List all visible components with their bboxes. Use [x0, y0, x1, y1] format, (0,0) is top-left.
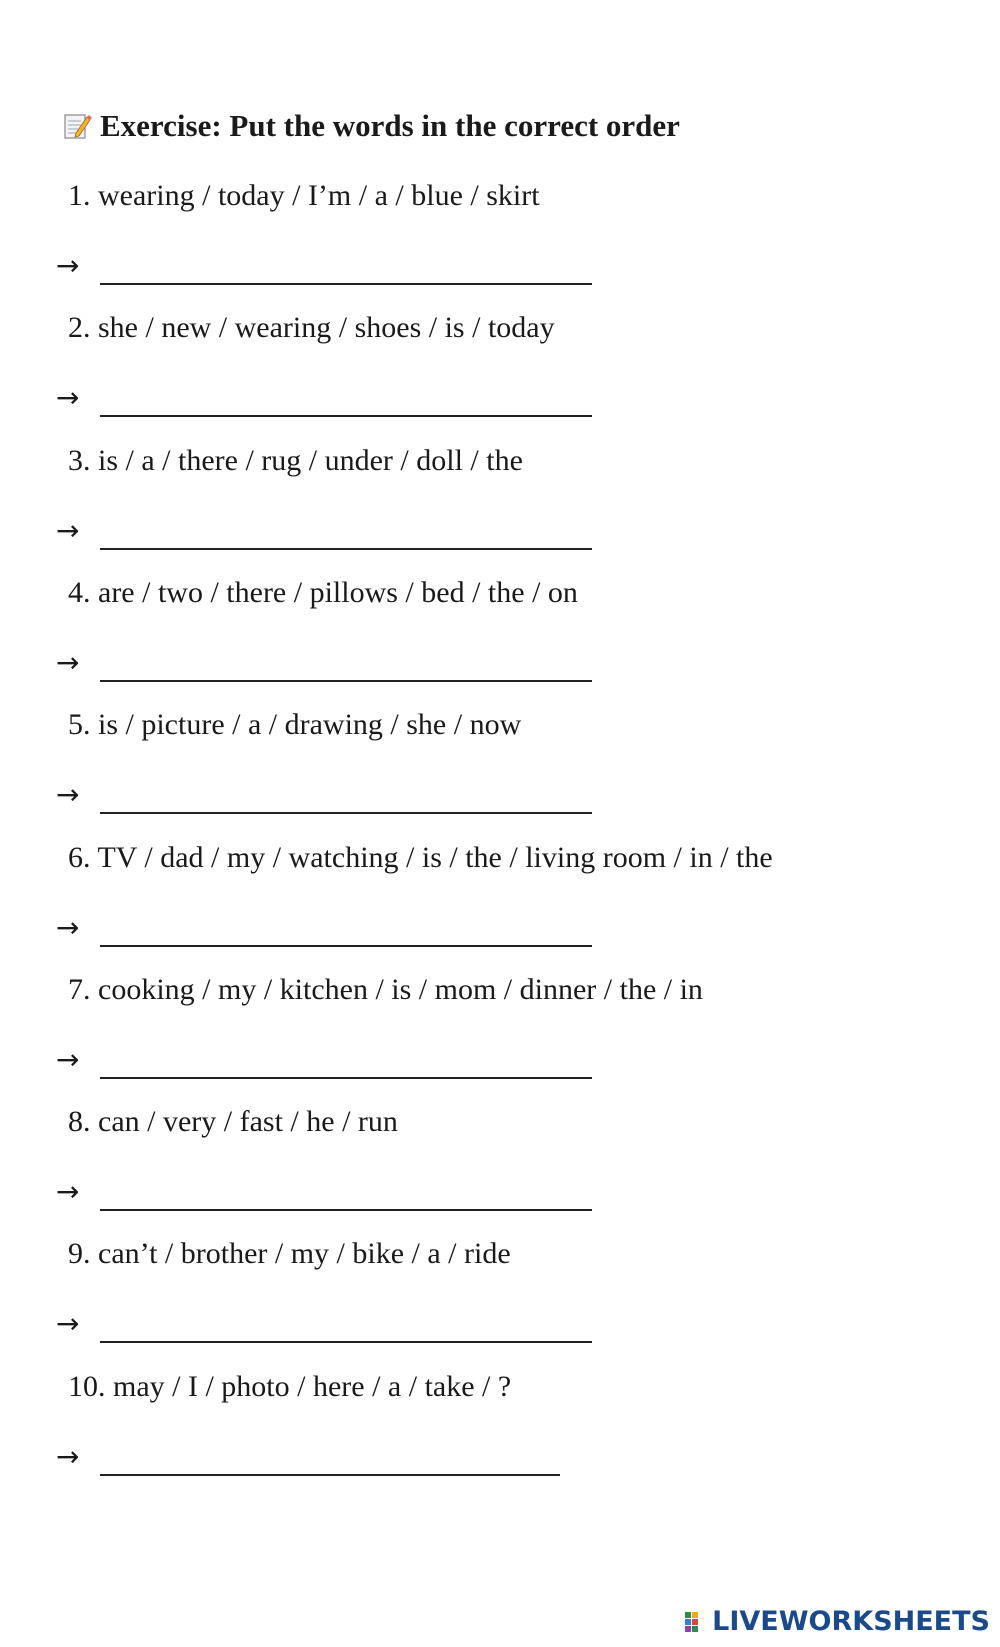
exercise-item: [0, 176, 1000, 315]
answer-row: [56, 1437, 560, 1477]
answer-input[interactable]: [100, 923, 592, 947]
liveworksheets-logo-icon: [684, 1610, 708, 1634]
answer-row: [56, 511, 592, 551]
exercise-item: [0, 1367, 1000, 1506]
worksheet-header: [62, 108, 680, 144]
answer-input[interactable]: [100, 526, 592, 550]
answer-input[interactable]: [100, 393, 592, 417]
exercise-item: [0, 838, 1000, 977]
exercise-prompt: 6. TV / dad / my / watching / is / the / living room / in / the: [68, 840, 773, 874]
exercise-prompt: 4. are / two / there / pillows / bed / the / on: [68, 575, 578, 609]
answer-row: [56, 1172, 592, 1212]
answer-row: [56, 775, 592, 815]
answer-input[interactable]: [100, 1055, 592, 1079]
arrow-icon: →: [56, 381, 80, 415]
arrow-icon: →: [56, 910, 80, 944]
exercise-prompt: 10. may / I / photo / here / a / take / ?: [68, 1369, 512, 1403]
worksheet-title: Exercise: Put the words in the correct order: [100, 108, 680, 143]
exercise-prompt: 2. she / new / wearing / shoes / is / today: [68, 311, 555, 345]
answer-row: [56, 643, 592, 683]
exercise-prompt: 3. is / a / there / rug / under / doll / the: [68, 443, 523, 477]
arrow-icon: →: [56, 1042, 80, 1076]
arrow-icon: →: [56, 249, 80, 282]
exercise-item: [0, 441, 1000, 580]
answer-row: [56, 1040, 592, 1080]
memo-icon: [62, 111, 92, 141]
answer-input[interactable]: [100, 261, 592, 285]
answer-input[interactable]: [100, 658, 592, 682]
exercise-prompt: 8. can / very / fast / he / run: [68, 1105, 398, 1139]
exercise-item: [0, 1102, 1000, 1241]
arrow-icon: →: [56, 1439, 80, 1473]
answer-row: [56, 378, 592, 418]
arrow-icon: →: [56, 1307, 80, 1341]
exercise-item: [0, 308, 1000, 447]
exercise-prompt: 7. cooking / my / kitchen / is / mom / dinner / the / in: [68, 972, 703, 1006]
arrow-icon: →: [56, 1175, 80, 1209]
arrow-icon: →: [56, 513, 80, 547]
answer-row: [56, 908, 592, 948]
brand-watermark: [684, 1606, 990, 1637]
exercise-item: [0, 705, 1000, 844]
answer-input[interactable]: [100, 1319, 592, 1343]
exercise-item: [0, 970, 1000, 1109]
answer-input[interactable]: [100, 1187, 592, 1211]
arrow-icon: →: [56, 778, 80, 812]
exercise-item: [0, 1234, 1000, 1373]
exercise-prompt: 5. is / picture / a / drawing / she / now: [68, 708, 522, 742]
arrow-icon: →: [56, 645, 80, 679]
answer-row: [56, 1304, 592, 1344]
answer-row: [56, 246, 592, 286]
answer-input[interactable]: [100, 790, 592, 814]
brand-name: LIVEWORKSHEETS: [712, 1606, 990, 1637]
exercise-item: [0, 573, 1000, 712]
exercise-prompt: 9. can’t / brother / my / bike / a / ride: [68, 1237, 511, 1271]
answer-input[interactable]: [100, 1452, 560, 1476]
exercise-prompt: 1. wearing / today / I’m / a / blue / skirt: [68, 179, 540, 212]
